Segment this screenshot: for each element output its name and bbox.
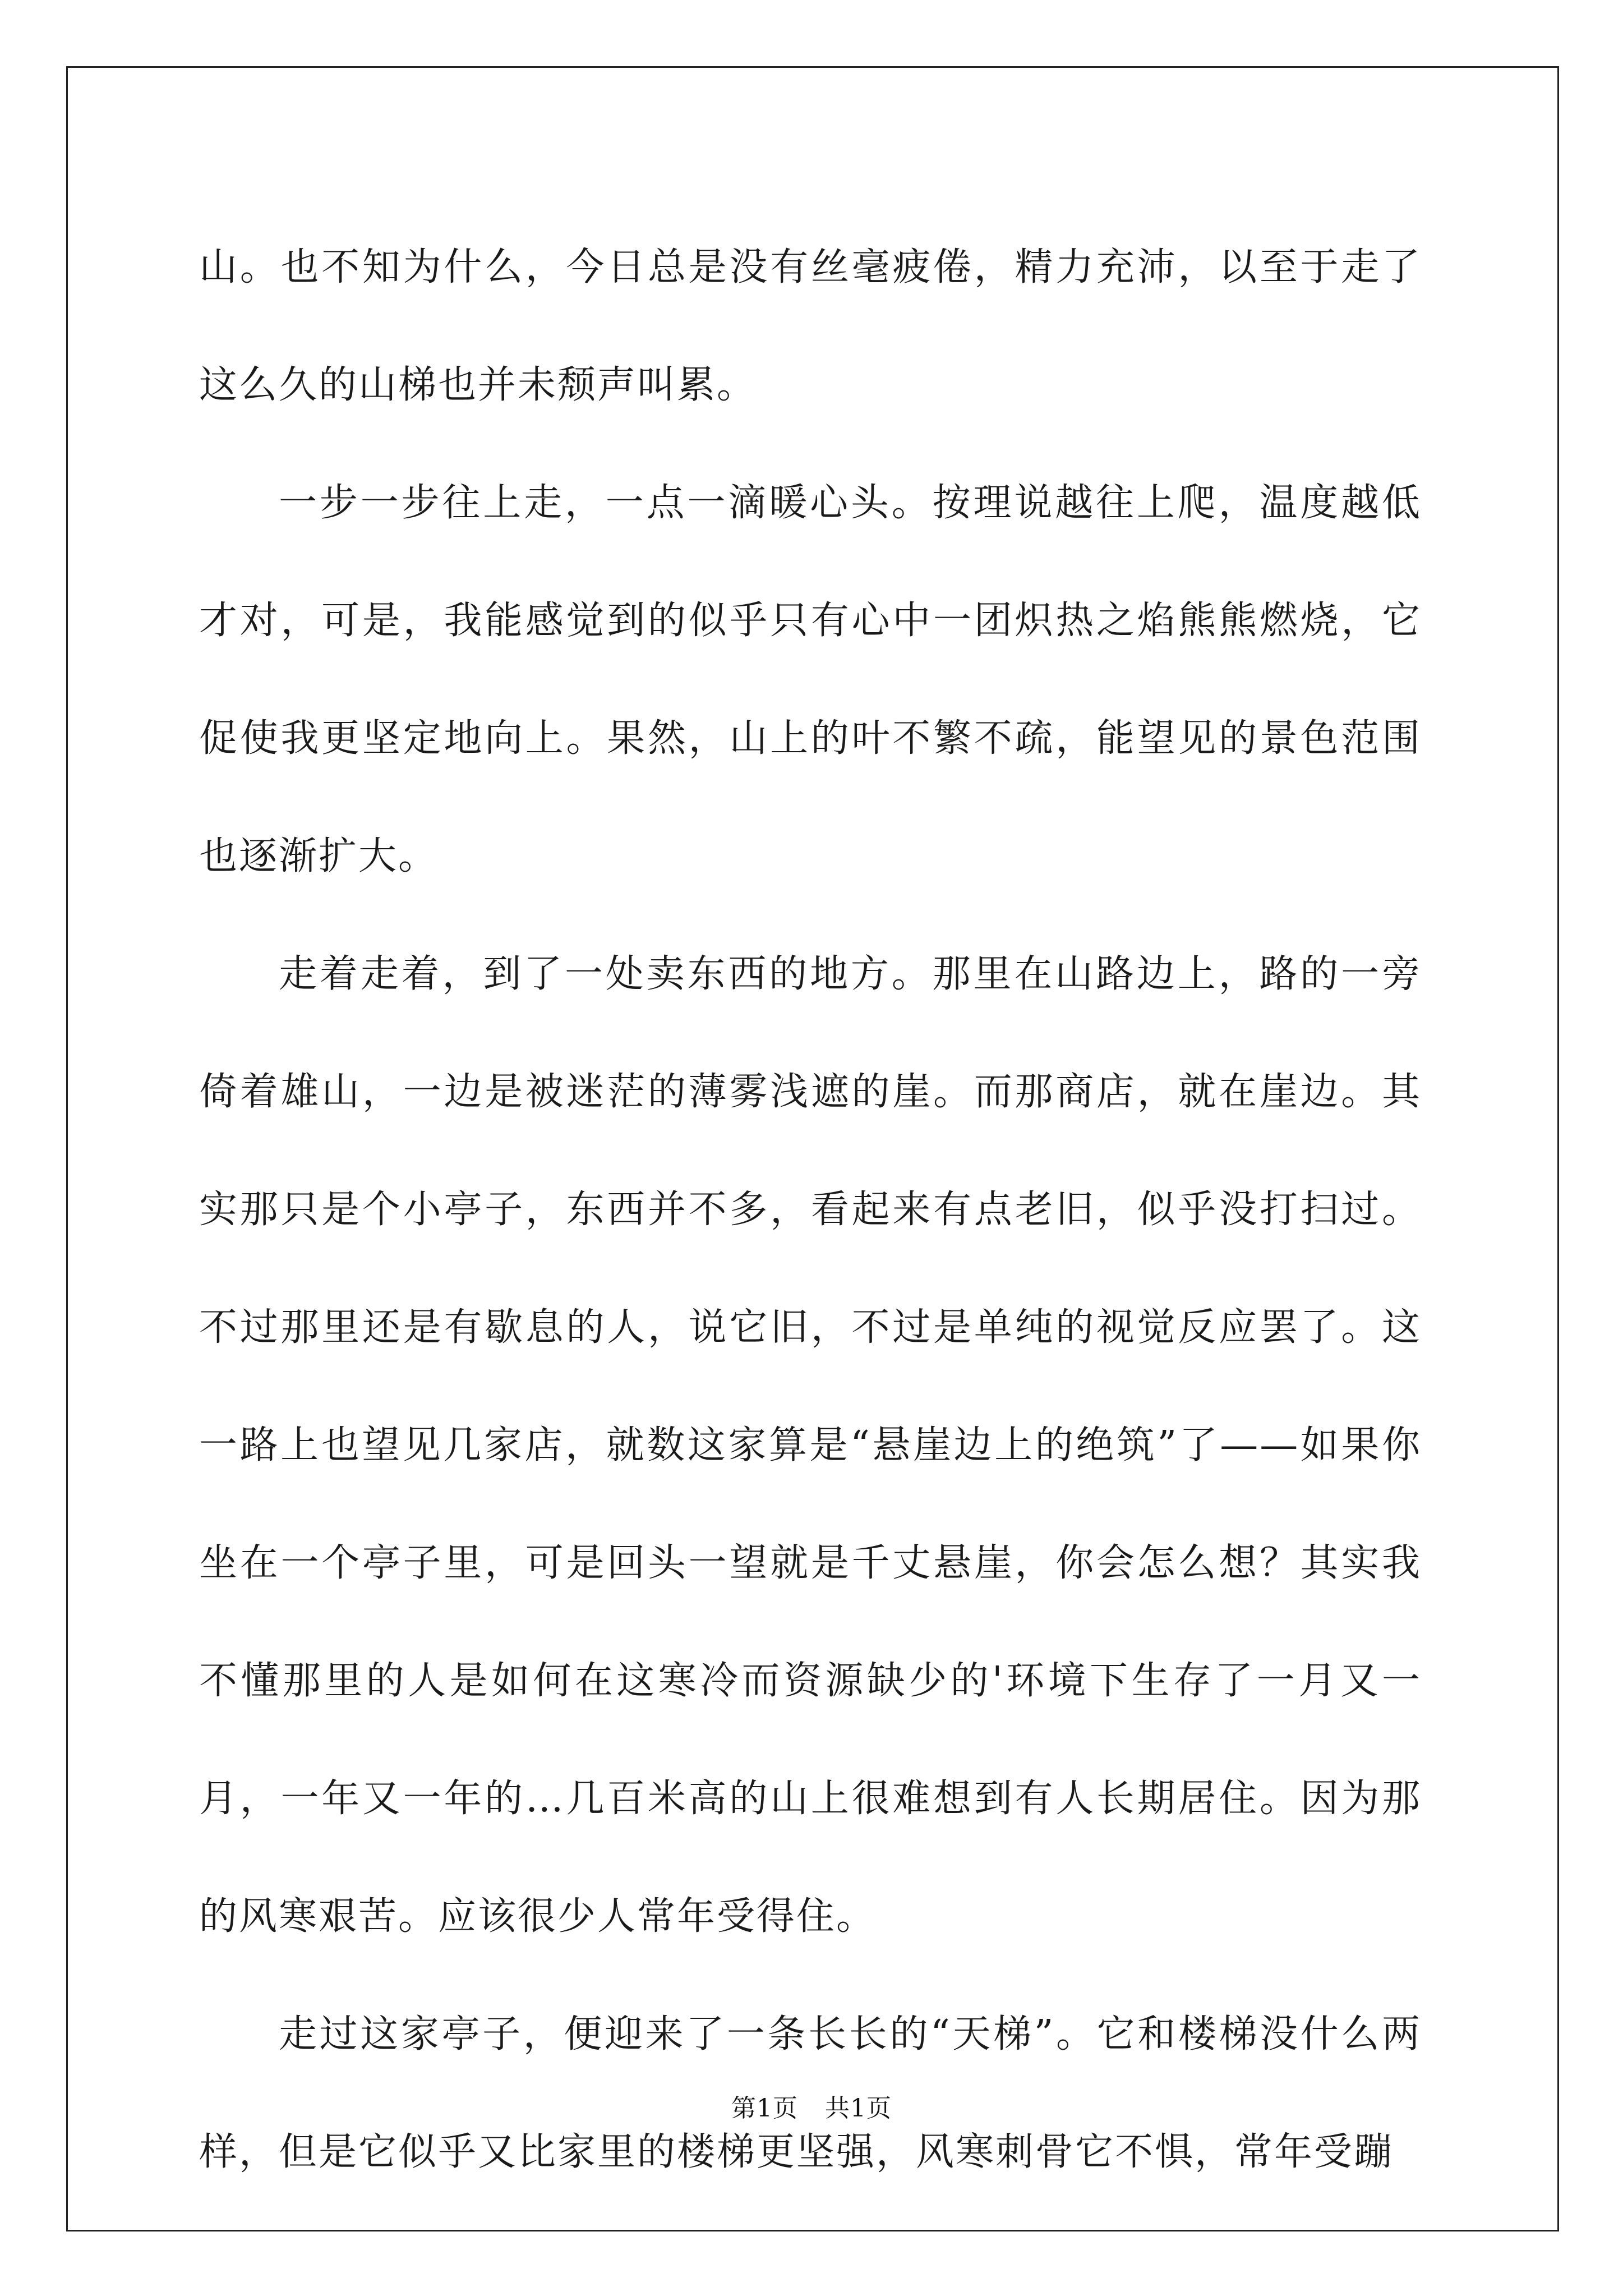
page-footer xyxy=(0,2088,1623,2124)
paragraph-3: 走着走着，到了一处卖东西的地方。那里在山路边上，路的一旁倚着雄山，一边是被迷茫的薄雾浅遮的崖。而那商店，就在崖边。其实那只是个小亭子，东西并不多，看起来有点老旧，似乎没打扫过。不过那里还是有歇息的人，说它旧，不过是单纯的视觉反应罢了。这一路上也望见几家店，就数这家算是“悬崖边上的绝筑”了——如果你坐在一个亭子里，可是回头一望就是千丈悬崖，你会怎么想？其实我不懂那里的人是如何在这寒冷而资源缺少的'环境下生存了一月又一月，一年又一年的…几百米高的山上很难想到有人长期居住。因为那的风寒艰苦。应该很少人常年受得住。 xyxy=(199,952,1422,1939)
paragraph-2: 一步一步往上走，一点一滴暖心头。按理说越往上爬，温度越低才对，可是，我能感觉到的似乎只有心中一团炽热之焰熊熊燃烧，它促使我更坚定地向上。果然，山上的叶不繁不疏，能望见的景色范围也逐渐扩大。 xyxy=(199,481,1422,878)
paragraph-4: 走过这家亭子，便迎来了一条长长的“天梯”。它和楼梯没什么两样，但是它似乎又比家里的楼梯更坚强，风寒刺骨它不惧，常年受蹦 xyxy=(199,2012,1422,2174)
paragraph-1: 山。也不知为什么，今日总是没有丝毫疲倦，精力充沛，以至于走了这么久的山梯也并未颓声叫累。 xyxy=(199,245,1422,407)
document-body xyxy=(199,209,1422,2211)
page-number: 第1页 xyxy=(731,2094,798,2123)
page-total: 共1页 xyxy=(825,2094,892,2123)
